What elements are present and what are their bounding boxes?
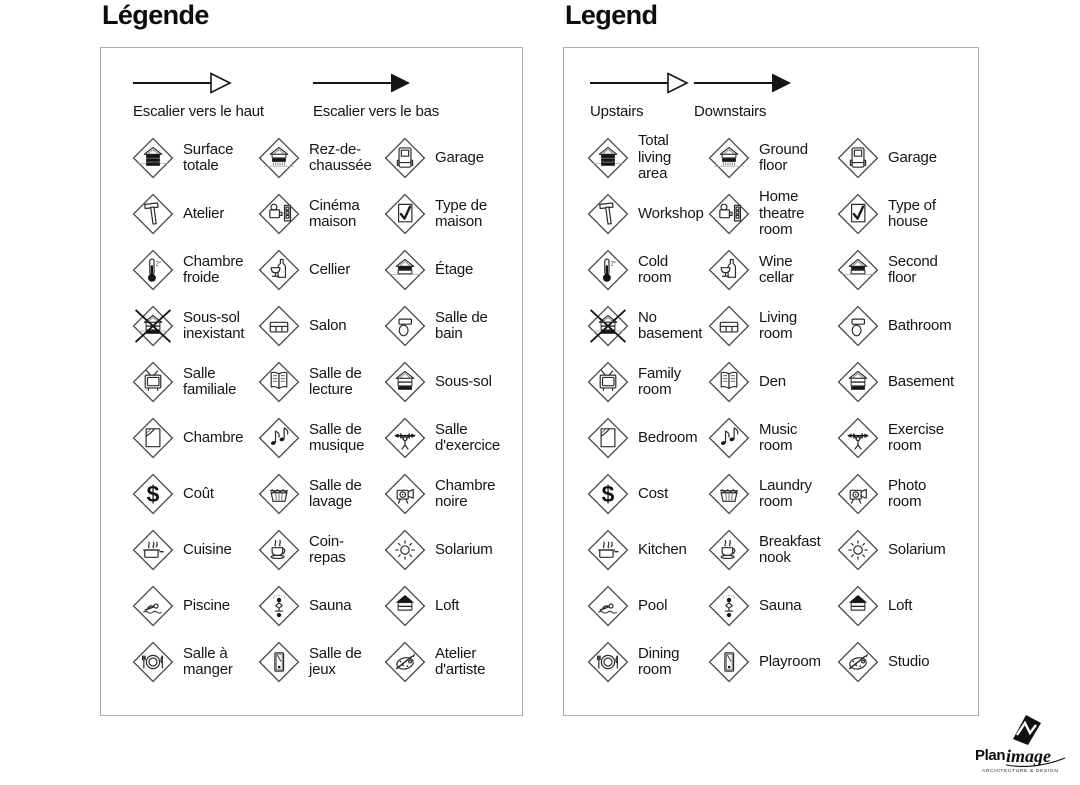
stair-arrow-group (694, 72, 794, 120)
legend-item (131, 130, 257, 186)
legend-item-label: Workshop (638, 204, 704, 222)
house-loft-icon (836, 584, 880, 628)
legend-item (257, 466, 383, 522)
legend-item (707, 298, 836, 354)
legend-item (586, 130, 707, 186)
legend-item-label: Music room (759, 420, 798, 454)
coffee-cup-icon (257, 528, 301, 572)
legend-item (836, 354, 986, 410)
legend-item-label: Sous-sol (435, 372, 492, 390)
legend-item (836, 186, 986, 242)
palette-icon (383, 640, 427, 684)
legend-item-label: Cinéma maison (309, 196, 360, 230)
legend-item-label: Playroom (759, 652, 821, 670)
legend-item-label: Salle de lecture (309, 364, 362, 398)
legend-item-label: Loft (435, 596, 460, 614)
svg-text:2°: 2° (610, 261, 617, 268)
legend-item (383, 522, 533, 578)
house-basement-icon (836, 360, 880, 404)
legend-item-label: Den (759, 372, 786, 390)
music-notes-icon (707, 416, 751, 460)
legend-item (257, 634, 383, 690)
legend-item (586, 634, 707, 690)
legend-item (836, 130, 986, 186)
legend-item (586, 522, 707, 578)
sun-icon (836, 528, 880, 572)
house-nobasement-icon (586, 304, 630, 348)
legend-item-label: Second floor (888, 252, 938, 286)
legend-item-label: Laundry room (759, 476, 812, 510)
legend-item (257, 578, 383, 634)
legend-item-label: Loft (888, 596, 913, 614)
house-nobasement-icon (131, 304, 175, 348)
legend-item-label: Chambre froide (183, 252, 244, 286)
legend-item (586, 466, 707, 522)
legend-item-label: Salle de lavage (309, 476, 362, 510)
dollar-icon (131, 472, 175, 516)
legend-item-label: Living room (759, 308, 797, 342)
legend-grid (586, 130, 986, 690)
legend-item (586, 354, 707, 410)
camera-icon (836, 472, 880, 516)
legend-item (586, 578, 707, 634)
house-total-icon (131, 136, 175, 180)
legend-item (707, 466, 836, 522)
legend-item (836, 410, 986, 466)
legend-item (257, 242, 383, 298)
thermometer-icon (586, 248, 630, 292)
sauna-person-icon (707, 584, 751, 628)
legend-item-label: Bedroom (638, 428, 698, 446)
legend-item (707, 186, 836, 242)
legend-item (131, 186, 257, 242)
legend-item-label: Studio (888, 652, 930, 670)
hammer-icon (586, 192, 630, 236)
legend-item (257, 522, 383, 578)
cooking-pot-icon (131, 528, 175, 572)
sauna-person-icon (257, 584, 301, 628)
stair-arrow-group (590, 72, 690, 120)
legend-item (836, 634, 986, 690)
legend-item-label: Home theatre room (759, 188, 805, 239)
legend-item-label: Salle familiale (183, 364, 237, 398)
legend-item (383, 242, 533, 298)
legend-item (131, 634, 257, 690)
legend-item-label: Exercise room (888, 420, 944, 454)
legend-item (257, 298, 383, 354)
legend-item-label: Ground floor (759, 140, 808, 174)
legend-item-label: Salle de musique (309, 420, 365, 454)
projector-icon (707, 192, 751, 236)
legend-item-label: Garage (888, 148, 937, 166)
legend-item-label: Sauna (759, 596, 802, 614)
legend-item (257, 354, 383, 410)
legend-item-label: Pool (638, 596, 668, 614)
legend-item (707, 130, 836, 186)
legend-item (383, 578, 533, 634)
bed-icon (586, 416, 630, 460)
legend-item (383, 298, 533, 354)
legend-item-label: Salle de bain (435, 308, 488, 342)
legend-item (131, 298, 257, 354)
legend-item-label: Surface totale (183, 140, 234, 174)
legend-item-label: Type of house (888, 196, 936, 230)
house-ground-icon (257, 136, 301, 180)
legend-item (131, 242, 257, 298)
house-loft-icon (383, 584, 427, 628)
stair-arrow-group (313, 72, 439, 120)
legend-grid (131, 130, 533, 690)
exercise-icon (383, 416, 427, 460)
legend-item-label: Sous-sol inexistant (183, 308, 245, 342)
house-second-icon (836, 248, 880, 292)
logo-brand-italic: image (1006, 746, 1051, 766)
legend-panel-english (563, 47, 979, 716)
legend-item (383, 130, 533, 186)
arrow-label: Upstairs (590, 103, 644, 120)
car-icon (836, 136, 880, 180)
legend-item-label: Salle d'exercice (435, 420, 501, 454)
legend-item (383, 410, 533, 466)
toilet-icon (836, 304, 880, 348)
legend-item-label: Sauna (309, 596, 352, 614)
legend-item-label: No basement (638, 308, 703, 342)
legend-item (707, 354, 836, 410)
legend-item-label: Salon (309, 316, 347, 334)
sofa-icon (707, 304, 751, 348)
legend-item (836, 522, 986, 578)
stair-arrow-group (133, 72, 264, 120)
arrow-label: Escalier vers le bas (313, 103, 440, 120)
legend-item (257, 130, 383, 186)
legend-item-label: Cellier (309, 260, 351, 278)
legend-item (707, 410, 836, 466)
legend-item (131, 522, 257, 578)
legend-item-label: Solarium (435, 540, 493, 558)
legend-item-label: Total living area (638, 132, 671, 183)
hammer-icon (131, 192, 175, 236)
music-notes-icon (257, 416, 301, 460)
legend-item-label: Basement (888, 372, 954, 390)
legend-item-label: Atelier (183, 204, 225, 222)
bed-icon (131, 416, 175, 460)
swimmer-icon (586, 584, 630, 628)
plate-cutlery-icon (586, 640, 630, 684)
legend-item-label: Wine cellar (759, 252, 794, 286)
legend-item (383, 186, 533, 242)
legend-item (836, 578, 986, 634)
legend-item (131, 410, 257, 466)
legend-item-label: Chambre (183, 428, 244, 446)
legend-item-label: Étage (435, 260, 474, 278)
legend-item-label: Atelier d'artiste (435, 644, 486, 678)
arrow-outline-icon (590, 81, 690, 98)
plate-cutlery-icon (131, 640, 175, 684)
coffee-cup-icon (707, 528, 751, 572)
legend-item-label: Cost (638, 484, 669, 502)
arrow-label: Escalier vers le haut (133, 103, 264, 120)
thermometer-icon (131, 248, 175, 292)
legend-item (257, 410, 383, 466)
wine-icon (257, 248, 301, 292)
tv-icon (586, 360, 630, 404)
legend-item (836, 298, 986, 354)
legend-item-label: Rez-de-chaussée (309, 140, 372, 174)
book-icon (257, 360, 301, 404)
legend-item-label: Bathroom (888, 316, 952, 334)
laundry-basket-icon (257, 472, 301, 516)
logo-mark (1013, 715, 1041, 745)
legend-item-label: Garage (435, 148, 484, 166)
legend-item (586, 242, 707, 298)
exercise-icon (836, 416, 880, 460)
legend-item (131, 354, 257, 410)
legend-item-label: Salle à manger (183, 644, 233, 678)
legend-item-label: Photo room (888, 476, 927, 510)
arrow-label: Downstairs (694, 103, 767, 120)
arrow-filled-icon (694, 81, 794, 98)
svg-text:2°: 2° (155, 261, 162, 268)
legend-item-label: Coin-repas (309, 532, 346, 566)
page-title-french: Légende (102, 0, 209, 30)
legend-item (707, 634, 836, 690)
legend-item (836, 242, 986, 298)
legend-item (131, 466, 257, 522)
car-icon (383, 136, 427, 180)
logo-brand-bold: Plan (975, 747, 1006, 764)
legend-item (707, 578, 836, 634)
legend-panel-french (100, 47, 523, 716)
logo-tagline: ARCHITECTURE & DESIGN (982, 769, 1059, 774)
arrow-outline-icon (133, 81, 233, 98)
legend-item-label: Family room (638, 364, 681, 398)
legend-item (586, 186, 707, 242)
wine-icon (707, 248, 751, 292)
legend-item (707, 522, 836, 578)
toilet-icon (383, 304, 427, 348)
camera-icon (383, 472, 427, 516)
legend-item (131, 578, 257, 634)
page-title-english: Legend (565, 0, 658, 30)
sofa-icon (257, 304, 301, 348)
check-page-icon (836, 192, 880, 236)
legend-item-label: Coût (183, 484, 214, 502)
check-page-icon (383, 192, 427, 236)
game-table-icon (257, 640, 301, 684)
laundry-basket-icon (707, 472, 751, 516)
arrow-filled-icon (313, 81, 413, 98)
legend-item-label: Cuisine (183, 540, 232, 558)
legend-item (257, 186, 383, 242)
projector-icon (257, 192, 301, 236)
legend-item-label: Kitchen (638, 540, 687, 558)
legend-item (586, 298, 707, 354)
book-icon (707, 360, 751, 404)
game-table-icon (707, 640, 751, 684)
legend-item-label: Solarium (888, 540, 946, 558)
legend-item-label: Dining room (638, 644, 680, 678)
legend-item (383, 354, 533, 410)
house-second-icon (383, 248, 427, 292)
house-basement-icon (383, 360, 427, 404)
legend-item (383, 466, 533, 522)
palette-icon (836, 640, 880, 684)
tv-icon (131, 360, 175, 404)
cooking-pot-icon (586, 528, 630, 572)
legend-item-label: Piscine (183, 596, 230, 614)
house-total-icon (586, 136, 630, 180)
legend-item (836, 466, 986, 522)
legend-item-label: Type de maison (435, 196, 487, 230)
legend-item (707, 242, 836, 298)
legend-item (586, 410, 707, 466)
svg-text:$: $ (146, 480, 160, 507)
svg-text:$: $ (601, 480, 615, 507)
dollar-icon (586, 472, 630, 516)
house-ground-icon (707, 136, 751, 180)
planimage-logo (973, 712, 1069, 778)
legend-item-label: Breakfast nook (759, 532, 821, 566)
legend-item-label: Salle de jeux (309, 644, 362, 678)
legend-item (383, 634, 533, 690)
swimmer-icon (131, 584, 175, 628)
legend-item-label: Cold room (638, 252, 672, 286)
legend-item-label: Chambre noire (435, 476, 496, 510)
sun-icon (383, 528, 427, 572)
